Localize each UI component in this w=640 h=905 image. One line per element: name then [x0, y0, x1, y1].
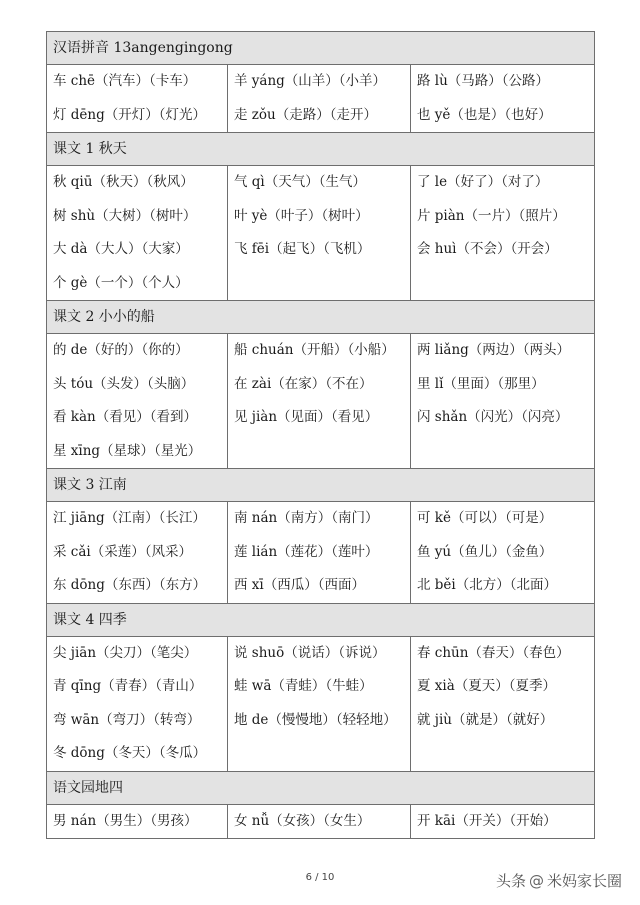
section-title: 课文 2 小小的船 [47, 301, 595, 334]
word-entry: 了 le（好了）（对了） [417, 174, 549, 190]
word-column [47, 805, 228, 839]
word-column [228, 502, 411, 603]
word-entry: 的 de（好的）（你的） [53, 342, 189, 358]
word-entry: 船 chuán（开船）（小船） [234, 342, 395, 358]
word-entry: 两 liǎng（两边）（两头） [417, 342, 571, 358]
word-column [411, 637, 595, 771]
word-entry: 地 de（慢慢地）（轻轻地） [234, 711, 397, 728]
word-column [228, 805, 411, 839]
word-column [411, 65, 595, 132]
word-entry: 女 nǚ（女孩）（女生） [234, 812, 371, 829]
word-entry: 青 qīng（青春）（青山） [53, 678, 203, 694]
section-title: 课文 3 江南 [47, 469, 595, 502]
section-row [47, 65, 595, 133]
word-column [411, 334, 595, 468]
word-entry: 说 shuō（说话）（诉说） [234, 644, 386, 661]
word-entry: 叶 yè（叶子）（树叶） [234, 207, 369, 224]
word-entry: 可 kě（可以）（可是） [417, 510, 553, 526]
word-entry: 蛙 wā（青蛙）（牛蛙） [234, 678, 373, 694]
word-entry: 开 kāi（开关）（开始） [417, 812, 557, 829]
word-entry [234, 267, 410, 301]
section-row [47, 637, 595, 772]
vocabulary-table [46, 31, 595, 839]
word-entry: 大 dà（大人）（大家） [53, 241, 189, 257]
word-entry: 男 nán（男生）（男孩） [53, 812, 198, 829]
word-entry: 个 gè（一个）（个人） [53, 274, 189, 291]
word-entry: 飞 fēi（起飞）（飞机） [234, 241, 371, 257]
word-entry: 东 dōng（东西）（东方） [53, 577, 207, 593]
word-entry: 北 běi（北方）（北面） [417, 577, 557, 593]
section-title: 课文 4 四季 [47, 604, 595, 637]
at-icon: @ [528, 871, 544, 890]
word-column [228, 637, 411, 771]
section-row [47, 334, 595, 469]
word-entry: 闪 shǎn（闪光）（闪亮） [417, 409, 569, 425]
word-entry: 弯 wān（弯刀）（转弯） [53, 711, 201, 728]
section-row [47, 805, 595, 840]
word-entry: 车 chē（汽车）（卡车） [53, 73, 197, 89]
watermark-prefix: 头条 [495, 872, 526, 890]
word-entry: 鱼 yú（鱼儿）（金鱼） [417, 543, 553, 560]
word-column [47, 65, 228, 132]
word-entry: 采 cǎi（采莲）（风采） [53, 543, 192, 560]
word-entry: 夏 xià（夏天）（夏季） [417, 678, 557, 694]
section-row [47, 166, 595, 301]
word-entry: 在 zài（在家）（不在） [234, 375, 373, 392]
word-column [411, 166, 595, 300]
word-entry: 片 piàn（一片）（照片） [417, 207, 566, 224]
word-entry: 南 nán（南方）（南门） [234, 510, 379, 526]
word-column [47, 166, 228, 300]
word-column [47, 637, 228, 771]
word-entry: 见 jiàn（见面）（看见） [234, 409, 379, 425]
word-column [228, 334, 411, 468]
word-entry: 春 chūn（春天）（春色） [417, 644, 570, 661]
word-entry: 走 zǒu（走路）（走开） [234, 106, 377, 123]
word-column [411, 805, 595, 839]
word-entry: 路 lù（马路）（公路） [417, 73, 550, 89]
word-entry [234, 435, 410, 469]
word-entry: 树 shù（大树）（树叶） [53, 207, 197, 224]
word-entry: 看 kàn（看见）（看到） [53, 409, 197, 425]
watermark [496, 870, 622, 891]
watermark-text: 米妈家长圈 [546, 872, 622, 890]
word-entry: 里 lǐ（里面）（那里） [417, 375, 545, 392]
section-title: 汉语拼音 13angengingong [47, 32, 595, 65]
word-entry: 冬 dōng（冬天）（冬瓜） [53, 745, 207, 761]
word-entry [417, 267, 594, 301]
word-entry: 头 tóu（头发）（头脑） [53, 375, 195, 392]
word-entry: 尖 jiān（尖刀）（笔尖） [53, 644, 198, 661]
word-entry: 秋 qiū（秋天）（秋风） [53, 174, 194, 190]
word-column [228, 65, 411, 132]
word-entry: 就 jiù（就是）（就好） [417, 711, 554, 728]
word-entry: 灯 dēng（开灯）（灯光） [53, 106, 207, 123]
word-entry: 气 qì（天气）（生气） [234, 174, 367, 190]
section-row [47, 502, 595, 604]
word-entry [417, 435, 594, 469]
word-column [47, 502, 228, 603]
word-entry [417, 737, 594, 771]
section-title: 语文园地四 [47, 772, 595, 805]
word-entry [234, 737, 410, 771]
word-entry: 西 xī（西瓜）（西面） [234, 577, 365, 593]
word-entry: 羊 yáng（山羊）（小羊） [234, 73, 387, 89]
word-column [47, 334, 228, 468]
section-title: 课文 1 秋天 [47, 133, 595, 166]
word-column [228, 166, 411, 300]
word-entry: 会 huì（不会）（开会） [417, 241, 558, 257]
word-column [411, 502, 595, 603]
word-entry: 也 yě（也是）（也好） [417, 106, 552, 123]
page-number: 6 / 10 [305, 872, 335, 883]
word-entry: 江 jiāng（江南）（长江） [53, 510, 206, 526]
word-entry: 莲 lián（莲花）（莲叶） [234, 543, 379, 560]
word-entry: 星 xīng（星球）（星光） [53, 442, 202, 459]
